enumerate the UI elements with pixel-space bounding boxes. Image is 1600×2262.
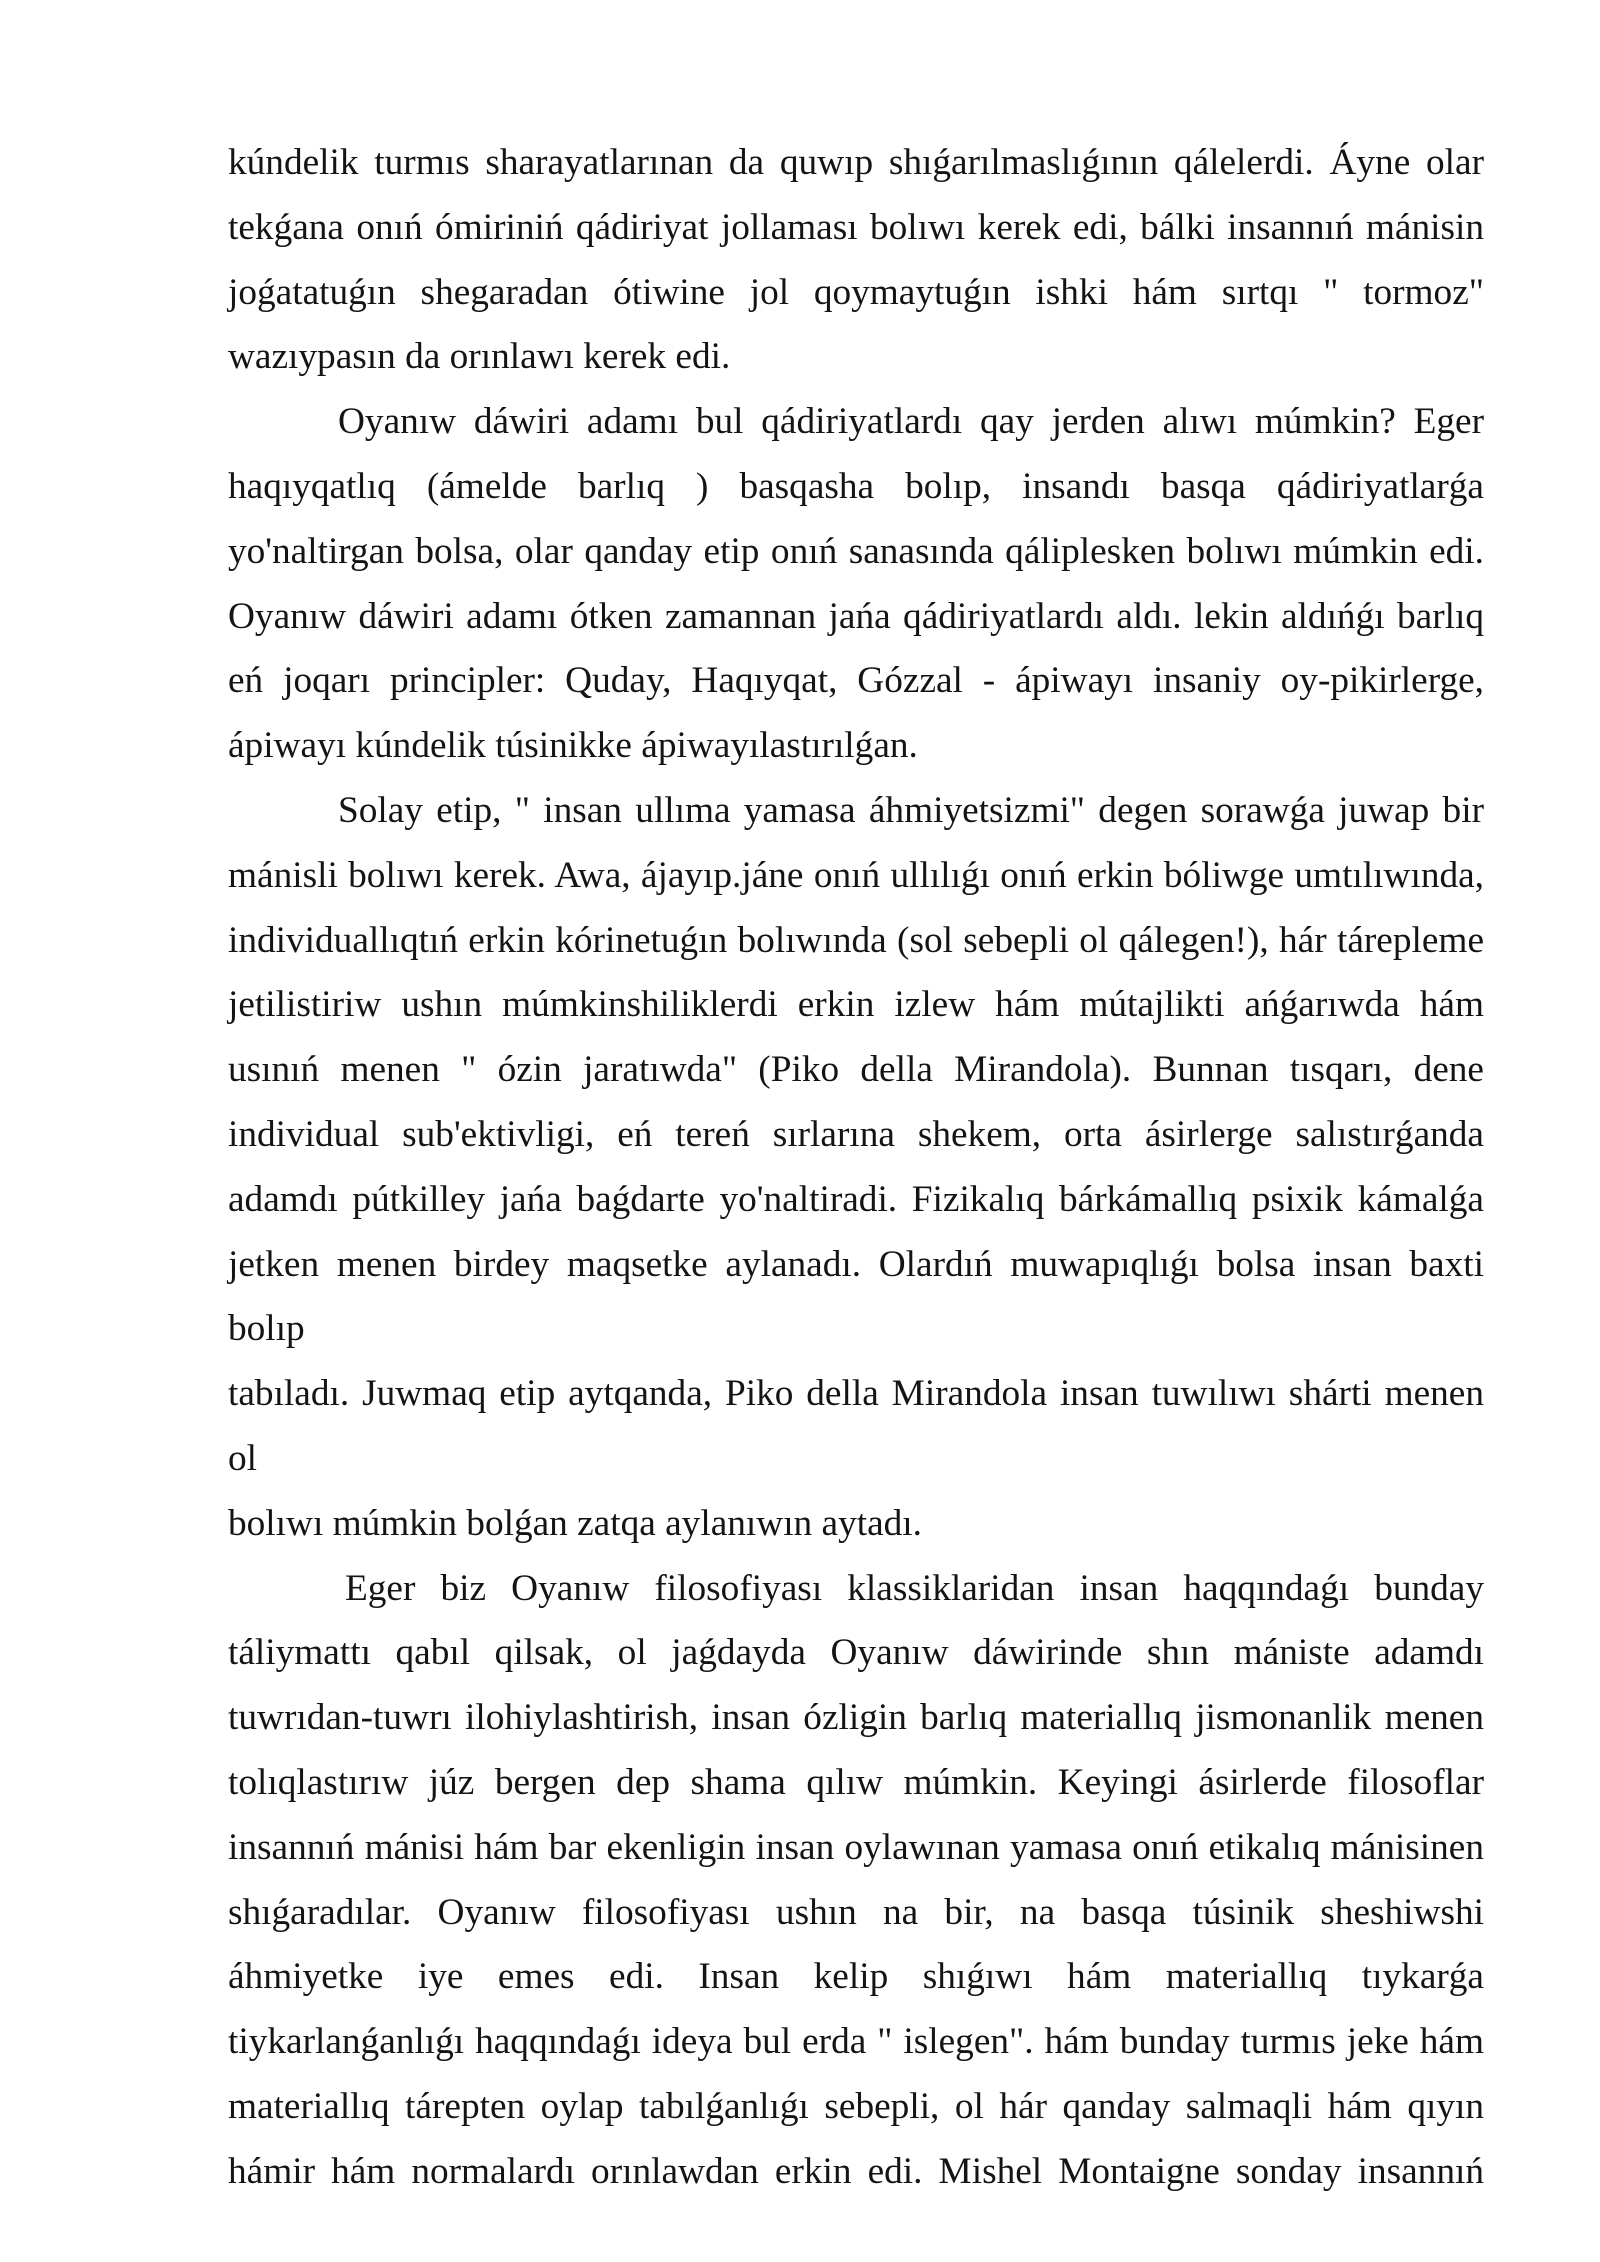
text-line: jetken menen birdey maqsetke aylanadı. Olardıń muwapıqlıǵı bolsa insan baxti bolıp	[228, 1243, 1484, 1350]
text-line: bolıwı múmkin bolǵan zatqa aylanıwın aytadı.	[228, 1502, 922, 1544]
text-line: tiykarlanǵanlıǵı haqqındaǵı ideya bul erda " islegen". hám bunday turmıs jeke hám	[228, 2021, 1484, 2063]
text-line: tekǵana onıń ómiriniń qádiriyat jollaması bolıwı kerek edi, bálki insannıń mánisin	[228, 206, 1484, 248]
text-line: kúndelik turmıs sharayatlarınan da quwıp shıǵarılmaslıǵının qálelerdi. Áyne olar	[228, 142, 1484, 183]
text-line: shıǵaradılar. Oyanıw filosofiyası ushın na bir, na basqa túsinik sheshiwshi	[228, 1891, 1484, 1933]
paragraph	[228, 131, 1484, 390]
text-line: individual sub'ektivligi, eń tereń sırlarına shekem, orta ásirlerge salıstırǵanda	[228, 1113, 1484, 1155]
paragraph	[228, 1557, 1484, 2205]
text-line: jetilistiriw ushın múmkinshiliklerdi erkin izlew hám mútajlikti ańǵarıwda hám	[228, 984, 1484, 1026]
paragraph	[228, 779, 1484, 1557]
text-line: tuwrıdan-tuwrı ilohiylashtirish, insan ózligin barlıq materiallıq jismonanlik menen	[228, 1697, 1484, 1739]
text-line: Eger biz Oyanıw filosofiyası klassiklaridan insan haqqındaǵı bunday	[345, 1567, 1484, 1609]
text-line: joǵatatuǵın shegaradan ótiwine jol qoymaytuǵın ishki hám sırtqı " tormoz"	[228, 271, 1484, 313]
paragraph	[228, 390, 1484, 779]
text-line: wazıypasın da orınlawı kerek edi.	[228, 336, 731, 378]
text-line: tabıladı. Juwmaq etip aytqanda, Piko della Mirandola insan tuwılıwı shárti menen ol	[228, 1373, 1484, 1479]
text-line: Oyanıw dáwiri adamı bul qádiriyatlardı qay jerden alıwı múmkin? Eger	[338, 401, 1484, 443]
text-line: tolıqlastırıw júz bergen dep shama qılıw múmkin. Keyingi ásirlerde filosoflar	[228, 1761, 1484, 1803]
text-line: Solay etip, " insan ullıma yamasa áhmiyetsizmi" degen sorawǵa juwap bir	[338, 789, 1484, 831]
text-line: adamdı pútkilley jańa baǵdarte yo'naltiradi. Fizikalıq bárkámallıq psixik kámalǵa	[228, 1178, 1484, 1220]
body-text	[228, 131, 1484, 2205]
text-line: yo'naltirgan bolsa, olar qanday etip onıń sanasında qáliplesken bolıwı múmkin edi.	[228, 530, 1484, 572]
text-line: ápiwayı kúndelik túsinikke ápiwayılastırılǵan.	[228, 725, 918, 767]
text-line: eń joqarı principler: Quday, Haqıyqat, Gózzal - ápiwayı insaniy oy-pikirlerge,	[228, 660, 1484, 702]
text-line: hámir hám normalardı orınlawdan erkin edi. Mishel Montaigne sonday insannıń	[228, 2150, 1484, 2192]
text-line: materiallıq tárepten oylap tabılǵanlıǵı sebepli, ol hár qanday salmaqli hám qıyın	[228, 2085, 1484, 2127]
text-line: haqıyqatlıq (ámelde barlıq ) basqasha bolıp, insandı basqa qádiriyatlarǵa	[228, 465, 1484, 507]
text-line: Oyanıw dáwiri adamı ótken zamannan jańa qádiriyatlardı aldı. lekin aldıńǵı barlıq	[228, 595, 1484, 637]
text-line: mánisli bolıwı kerek. Awa, ájayıp.jáne onıń ullılıǵı onıń erkin bóliwge umtılıwında,	[228, 854, 1484, 896]
text-line: áhmiyetke iye emes edi. Insan kelip shıǵıwı hám materiallıq tıykarǵa	[228, 1956, 1484, 1998]
text-line: individuallıqtıń erkin kórinetuǵın bolıwında (sol sebepli ol qálegen!), hár tárepleme	[228, 919, 1484, 961]
text-line: insannıń mánisi hám bar ekenligin insan oylawınan yamasa onıń etikalıq mánisinen	[228, 1826, 1484, 1868]
text-line: usınıń menen " ózin jaratıwda" (Piko della Mirandola). Bunnan tısqarı, dene	[228, 1049, 1484, 1091]
text-line: táliymattı qabıl qilsak, ol jaǵdayda Oyanıw dáwirinde shın mániste adamdı	[228, 1632, 1484, 1674]
